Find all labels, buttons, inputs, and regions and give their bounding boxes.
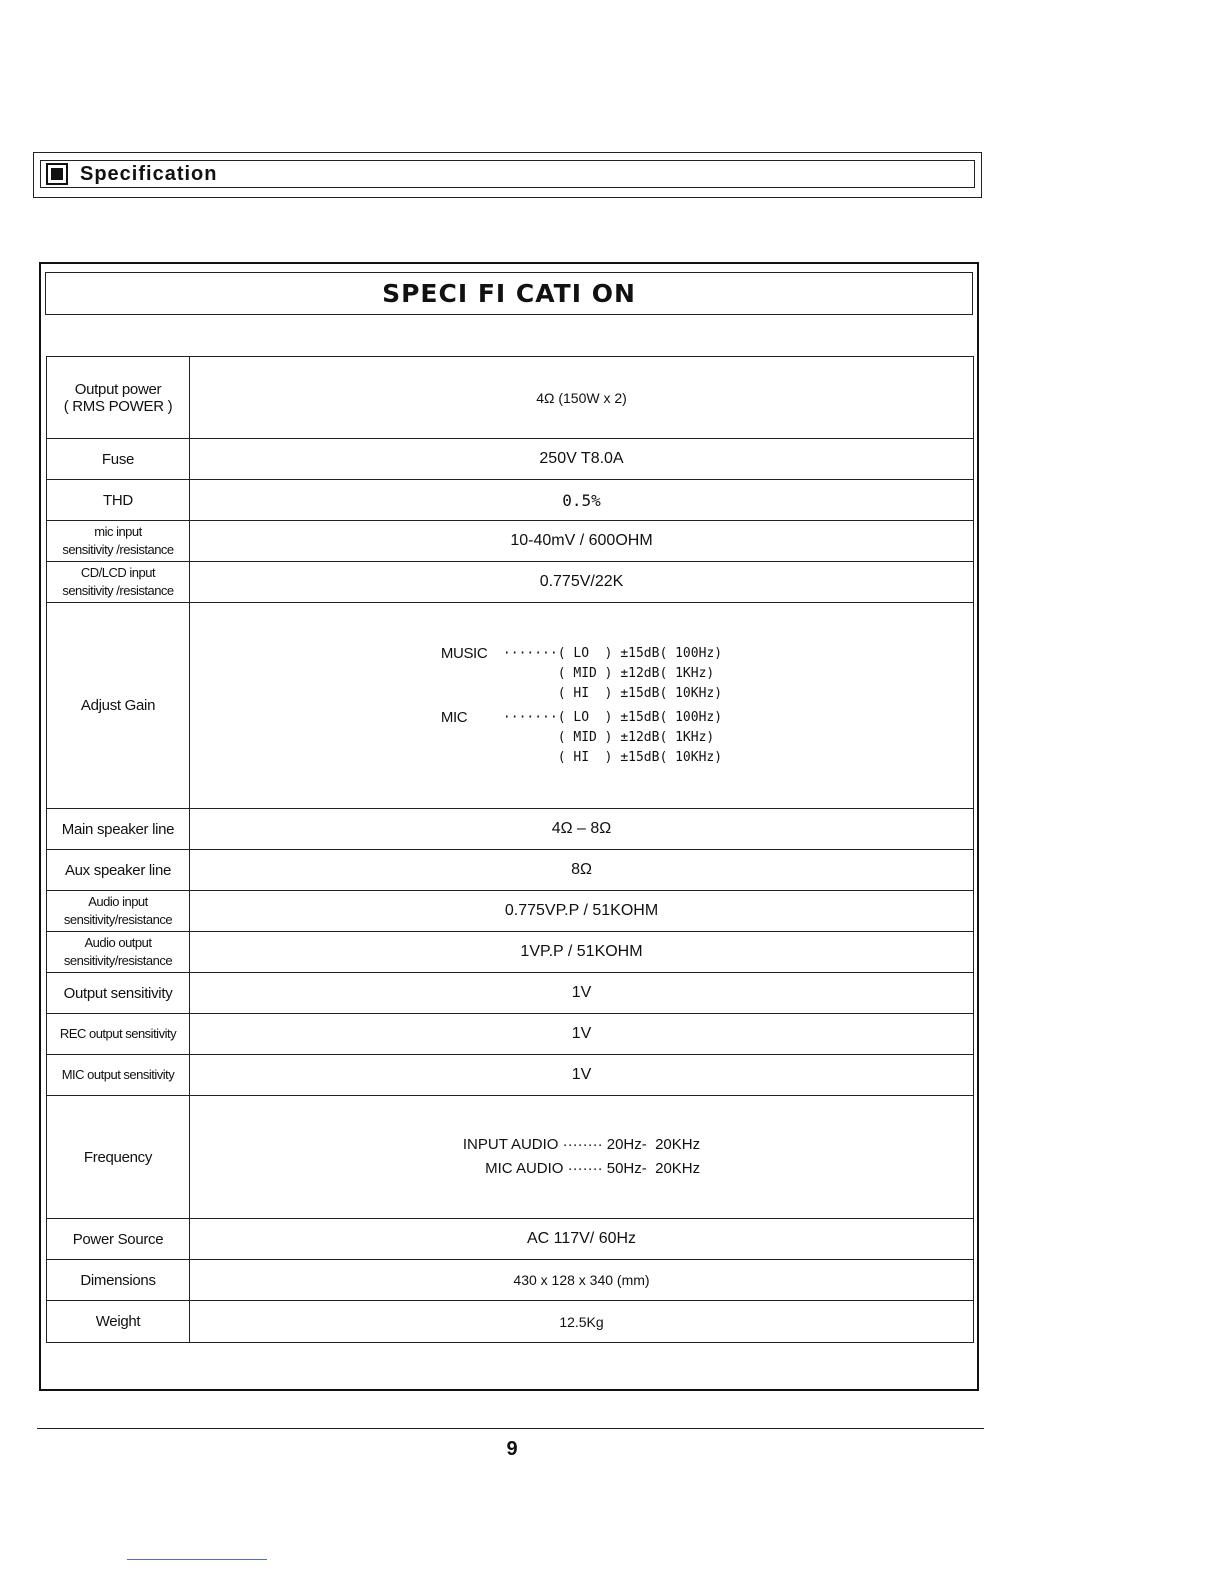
table-row bbox=[47, 1014, 974, 1055]
table-row bbox=[47, 1219, 974, 1260]
mic-input-value: 10-40mV / 600OHM bbox=[190, 521, 974, 562]
table-row bbox=[47, 603, 974, 809]
table-row bbox=[47, 480, 974, 521]
fuse-value: 250V T8.0A bbox=[190, 439, 974, 480]
mic-output-label: MIC output sensitivity bbox=[47, 1055, 190, 1096]
adjust-gain-value bbox=[190, 603, 974, 809]
music-gain-group bbox=[441, 644, 722, 704]
thd-value: 0.5% bbox=[190, 480, 974, 521]
filled-square-icon bbox=[46, 163, 68, 185]
weight-value: 12.5Kg bbox=[190, 1301, 974, 1343]
dimensions-value: 430 x 128 x 340 (mm) bbox=[190, 1260, 974, 1301]
adjust-gain-block bbox=[441, 640, 722, 772]
music-gain-lo: ·······( LO ) ±15dB( 100Hz) bbox=[502, 645, 723, 661]
frequency-mic-audio: MIC AUDIO ······· 50Hz- 20KHz bbox=[485, 1160, 701, 1177]
table-row bbox=[47, 973, 974, 1014]
table-row bbox=[47, 809, 974, 850]
rec-output-value: 1V bbox=[190, 1014, 974, 1055]
music-gain-mid: ( MID ) ±12dB( 1KHz) bbox=[502, 665, 715, 681]
table-row bbox=[47, 357, 974, 439]
audio-input-label: Audio input sensitivity/resistance bbox=[47, 891, 190, 932]
table-row bbox=[47, 932, 974, 973]
dimensions-label: Dimensions bbox=[47, 1260, 190, 1301]
audio-output-label: Audio output sensitivity/resistance bbox=[47, 932, 190, 973]
output-power-value: 4Ω (150W x 2) bbox=[190, 357, 974, 439]
adjust-gain-label: Adjust Gain bbox=[47, 603, 190, 809]
mic-gain-hi: ( HI ) ±15dB( 10KHz) bbox=[502, 749, 723, 765]
mic-input-label: mic input sensitivity /resistance bbox=[47, 521, 190, 562]
audio-output-value: 1VP.P / 51KOHM bbox=[190, 932, 974, 973]
specification-banner-title: SPECI FI CATI ON bbox=[382, 279, 636, 308]
music-gain-hi: ( HI ) ±15dB( 10KHz) bbox=[502, 685, 723, 701]
table-row bbox=[47, 521, 974, 562]
mic-gain-group bbox=[441, 708, 722, 768]
table-row bbox=[47, 1055, 974, 1096]
table-row bbox=[47, 850, 974, 891]
frequency-label: Frequency bbox=[47, 1096, 190, 1219]
footer-rule bbox=[37, 1428, 984, 1429]
specification-banner bbox=[45, 272, 973, 315]
aux-speaker-value: 8Ω bbox=[190, 850, 974, 891]
page-number: 9 bbox=[506, 1438, 518, 1460]
main-speaker-label: Main speaker line bbox=[47, 809, 190, 850]
table-row bbox=[47, 1260, 974, 1301]
frequency-input-audio: INPUT AUDIO ········ 20Hz- 20KHz bbox=[462, 1136, 701, 1153]
section-header-inner bbox=[40, 160, 975, 188]
weight-label: Weight bbox=[47, 1301, 190, 1343]
audio-input-value: 0.775VP.P / 51KOHM bbox=[190, 891, 974, 932]
fuse-label: Fuse bbox=[47, 439, 190, 480]
specification-table bbox=[46, 356, 974, 1343]
table-row bbox=[47, 562, 974, 603]
output-sensitivity-value: 1V bbox=[190, 973, 974, 1014]
cd-input-label: CD/LCD input sensitivity /resistance bbox=[47, 562, 190, 603]
section-title: Specification bbox=[80, 162, 218, 185]
frequency-block bbox=[463, 1133, 700, 1181]
bottom-decorative-line bbox=[127, 1559, 267, 1560]
table-row bbox=[47, 1301, 974, 1343]
aux-speaker-label: Aux speaker line bbox=[47, 850, 190, 891]
mic-gain-lo: ·······( LO ) ±15dB( 100Hz) bbox=[502, 709, 723, 725]
output-power-label: Output power ( RMS POWER ) bbox=[47, 357, 190, 439]
table-row bbox=[47, 891, 974, 932]
thd-label: THD bbox=[47, 480, 190, 521]
music-gain-name: MUSIC bbox=[440, 644, 488, 662]
section-header bbox=[33, 152, 982, 198]
rec-output-label: REC output sensitivity bbox=[47, 1014, 190, 1055]
table-row bbox=[47, 439, 974, 480]
mic-gain-mid: ( MID ) ±12dB( 1KHz) bbox=[502, 729, 715, 745]
cd-input-value: 0.775V/22K bbox=[190, 562, 974, 603]
output-sensitivity-label: Output sensitivity bbox=[47, 973, 190, 1014]
power-source-label: Power Source bbox=[47, 1219, 190, 1260]
mic-gain-name: MIC bbox=[440, 708, 468, 726]
power-source-value: AC 117V/ 60Hz bbox=[190, 1219, 974, 1260]
mic-output-value: 1V bbox=[190, 1055, 974, 1096]
main-speaker-value: 4Ω – 8Ω bbox=[190, 809, 974, 850]
table-row bbox=[47, 1096, 974, 1219]
frequency-value bbox=[190, 1096, 974, 1219]
